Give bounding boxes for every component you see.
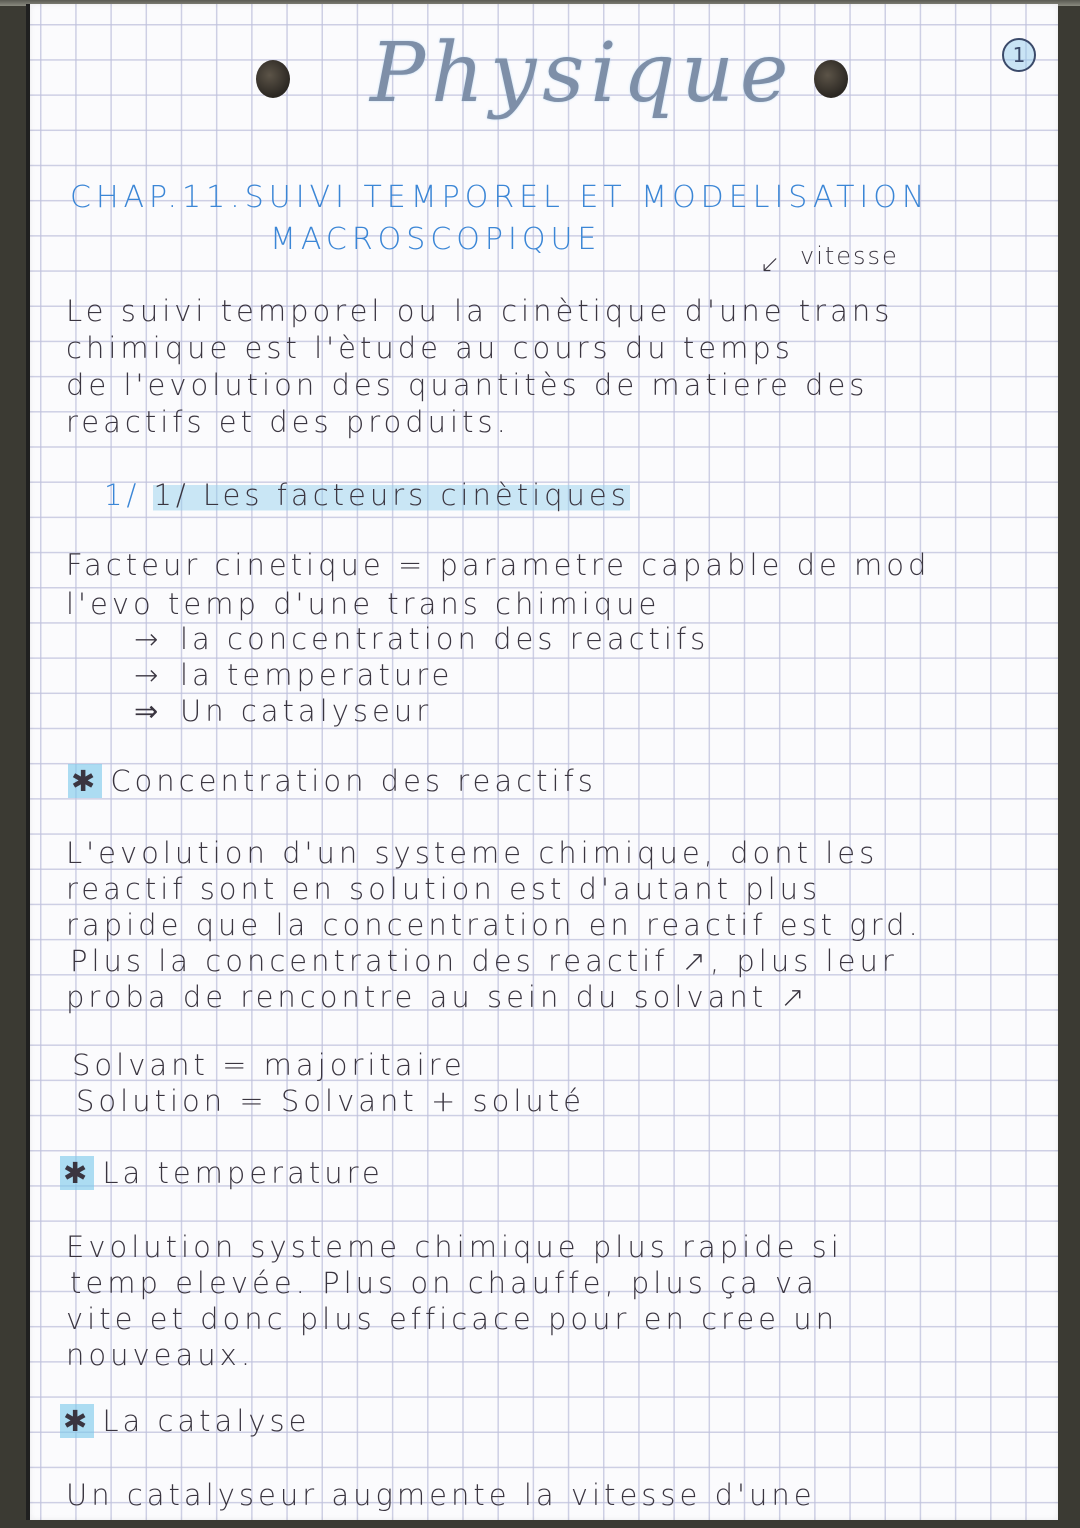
section-number: 1/ xyxy=(104,478,141,512)
temperature-line: temp elevée. Plus on chauffe, plus ça va xyxy=(70,1266,818,1300)
chapter-title-line-2: MACROSCOPIQUE xyxy=(270,222,602,257)
annotation-arrow-icon: ↙ xyxy=(760,250,783,278)
subheading-temperature xyxy=(60,1156,384,1190)
page-number-badge: 1 xyxy=(1002,38,1036,72)
bullet-dot-right-icon xyxy=(814,60,848,98)
factor-text: Un catalyseur xyxy=(180,694,433,728)
temperature-line: nouveaux. xyxy=(66,1338,255,1372)
asterisk-icon: ✱ xyxy=(68,764,102,798)
asterisk-icon: ✱ xyxy=(60,1156,94,1190)
notebook-page xyxy=(26,4,1058,1520)
subheading-text: Concentration des reactifs xyxy=(110,764,597,798)
factor-bullet xyxy=(134,694,432,728)
catalyse-line: Un catalyseur augmente la vitesse d'une xyxy=(66,1478,816,1512)
factor-bullet xyxy=(134,658,453,692)
page-title: Physique xyxy=(370,26,795,121)
temperature-line: vite et donc plus efficace pour en cree un xyxy=(66,1302,838,1336)
factor-text: la concentration des reactifs xyxy=(180,622,710,656)
intro-line: chimique est l'ètude au cours du temps xyxy=(66,331,794,365)
concentration-line: L'evolution d'un systeme chimique, dont les xyxy=(66,836,879,870)
factor-text: la temperature xyxy=(180,658,454,692)
definition-solution: Solution = Solvant + soluté xyxy=(76,1084,586,1118)
subheading-catalyse xyxy=(60,1404,311,1438)
definition-line: Facteur cinetique = parametre capable de mod xyxy=(66,548,931,582)
concentration-line: Plus la concentration des reactif ↗, plus leur xyxy=(70,944,898,978)
arrow-right-icon: → xyxy=(134,658,163,692)
factor-bullet xyxy=(134,622,709,656)
section-heading xyxy=(104,478,630,512)
subheading-text: La temperature xyxy=(102,1156,384,1190)
arrow-right-icon: → xyxy=(134,622,163,656)
intro-line: reactifs et des produits. xyxy=(66,405,510,439)
concentration-line: proba de rencontre au sein du solvant ↗ xyxy=(66,980,809,1014)
intro-line: Le suivi temporel ou la cinètique d'une trans xyxy=(66,294,894,328)
bullet-dot-left-icon xyxy=(256,60,290,98)
definition-line: l'evo temp d'une trans chimique xyxy=(66,587,661,621)
section-heading-text: 1/ Les facteurs cinètiques xyxy=(153,478,630,512)
annotation-vitesse: vitesse xyxy=(800,242,899,270)
concentration-line: rapide que la concentration en reactif est grd. xyxy=(66,908,922,942)
double-arrow-right-icon: ⇒ xyxy=(134,694,163,728)
definition-solvant: Solvant = majoritaire xyxy=(72,1048,466,1082)
intro-line: de l'evolution des quantitès de matiere des xyxy=(66,368,869,402)
asterisk-icon: ✱ xyxy=(60,1404,94,1438)
chapter-title-line-1: CHAP.11.SUIVI TEMPOREL ET MODELISATION xyxy=(70,180,930,215)
concentration-line: reactif sont en solution est d'autant plus xyxy=(66,872,822,906)
subheading-concentration xyxy=(68,764,597,798)
temperature-line: Evolution systeme chimique plus rapide si xyxy=(66,1230,843,1264)
subheading-text: La catalyse xyxy=(102,1404,311,1438)
